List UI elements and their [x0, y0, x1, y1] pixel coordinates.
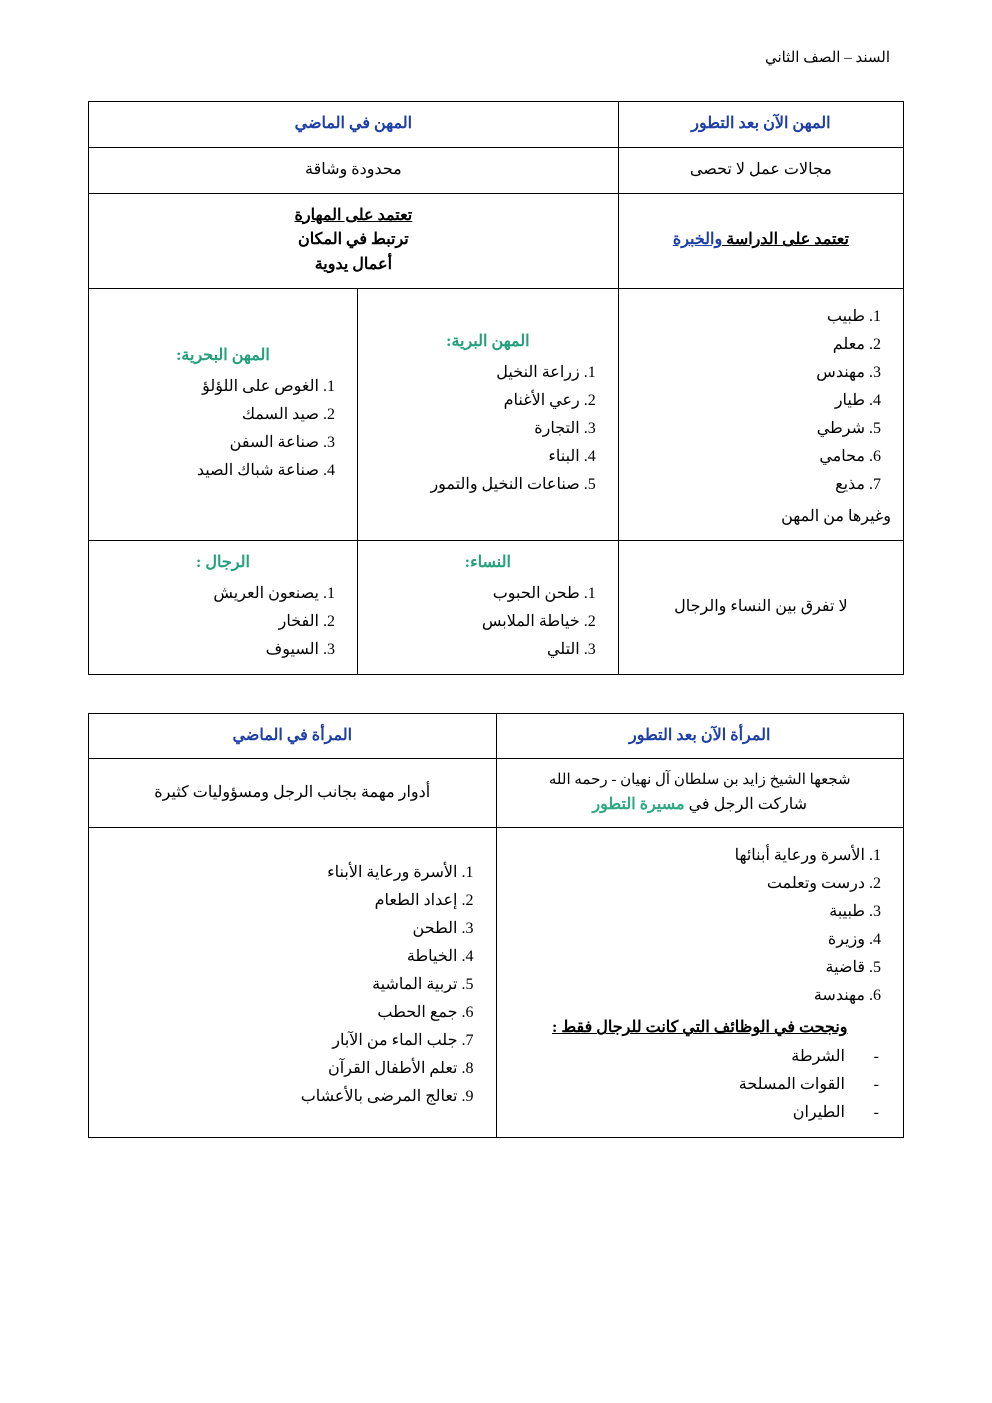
cell-land-jobs: [357, 288, 618, 540]
cell-past-limited: محدودة وشاقة: [89, 147, 619, 193]
land-jobs-list: [370, 359, 606, 499]
list-item: 3. التجارة: [370, 415, 580, 443]
header-cell-now: المهن الآن بعد التطور: [618, 102, 903, 148]
cell-now-depends: [618, 193, 903, 288]
list-item: 3. طبيبة: [509, 898, 866, 926]
list-item: 5. قاضية: [509, 954, 866, 982]
list-item: 2. معلم: [631, 331, 865, 359]
list-item: 3. السيوف: [101, 636, 319, 664]
cell-men-jobs: [89, 540, 358, 674]
modern-jobs-tail: وغيرها من المهن: [781, 507, 891, 525]
list-item: 1. الأسرة ورعاية الأبناء: [101, 859, 458, 887]
table-row: [89, 828, 904, 1138]
list-item: 3. صناعة السفن: [101, 429, 319, 457]
cell-modern-jobs: [618, 288, 903, 540]
table-row: [89, 540, 904, 674]
table-row: [89, 288, 904, 540]
table-row: [89, 102, 904, 148]
list-item: 6. جمع الحطب: [101, 999, 458, 1027]
table-separator: [88, 675, 904, 713]
cell-woman-now-roles: [496, 828, 904, 1138]
list-item: 3. التلي: [370, 636, 580, 664]
list-item: 1. يصنعون العريش: [101, 580, 319, 608]
table-row: [89, 147, 904, 193]
page-header: السند – الصف الثاني: [764, 50, 890, 66]
cell-sea-jobs: [89, 288, 358, 540]
men-jobs-list: [101, 580, 345, 664]
list-item: 1. طحن الحبوب: [370, 580, 580, 608]
woman-now-line2: [509, 793, 892, 818]
list-item: 4. البناء: [370, 443, 580, 471]
list-item: 4. طيار: [631, 387, 865, 415]
cell-women-jobs: [357, 540, 618, 674]
list-item: 2. خياطة الملابس: [370, 608, 580, 636]
sea-jobs-title: المهن البحرية:: [176, 346, 270, 364]
cell-now-fields: مجالات عمل لا تحصى: [618, 147, 903, 193]
list-item: 9. تعالج المرضى بالأعشاب: [101, 1083, 458, 1111]
list-item: 1. الغوص على اللؤلؤ: [101, 373, 319, 401]
list-item: 1. طبيب: [631, 303, 865, 331]
list-item: 1. الأسرة ورعاية أبنائها: [509, 842, 866, 870]
woman-now-line1: شجعها الشيخ زايد بن سلطان آل نهيان - رحمه الله: [548, 772, 851, 789]
list-item: 2. درست وتعلمت: [509, 870, 866, 898]
list-item: 3. الطحن: [101, 915, 458, 943]
list-item: 3. مهندس: [631, 359, 865, 387]
past-trait-1: تعتمد على المهارة: [294, 206, 413, 224]
cell-woman-past-intro: أدوار مهمة بجانب الرجل ومسؤوليات كثيرة: [89, 759, 497, 828]
list-item: 2. صيد السمك: [101, 401, 319, 429]
list-item: 5. صناعات النخيل والتمور: [370, 471, 580, 499]
cell-now-depends-part2: والخبرة: [672, 231, 723, 249]
table-row: [89, 759, 904, 828]
list-item: 6. مهندسة: [509, 982, 866, 1010]
list-item: - الشرطة: [509, 1043, 866, 1071]
list-item: 5. تربية الماشية: [101, 971, 458, 999]
cell-now-depends-part1: تعتمد على الدراسة: [722, 231, 849, 249]
woman-now-note: ونجحت في الوظائف التي كانت للرجال فقط :: [551, 1019, 848, 1037]
women-jobs-list: [370, 580, 606, 664]
woman-now-dash-list: [509, 1043, 892, 1127]
list-item: 7. مذيع: [631, 471, 865, 499]
professions-table: [88, 101, 904, 675]
woman-past-list: [101, 859, 484, 1111]
header-cell-woman-now: المرأة الآن بعد التطور: [496, 713, 904, 759]
header-cell-past: المهن في الماضي: [89, 102, 619, 148]
women-table: [88, 713, 904, 1139]
list-item: 8. تعلم الأطفال القرآن: [101, 1055, 458, 1083]
list-item: 4. وزيرة: [509, 926, 866, 954]
list-item: 7. جلب الماء من الآبار: [101, 1027, 458, 1055]
woman-now-line2-part1: شاركت الرجل في: [684, 795, 808, 813]
list-item: 1. زراعة النخيل: [370, 359, 580, 387]
woman-now-list: [509, 842, 892, 1010]
list-item: - الطيران: [509, 1099, 866, 1127]
cell-woman-now-intro: [496, 759, 904, 828]
men-jobs-title: الرجال :: [196, 553, 250, 571]
cell-woman-past-roles: [89, 828, 497, 1138]
list-item: 4. الخياطة: [101, 943, 458, 971]
list-item: 2. رعي الأغنام: [370, 387, 580, 415]
list-item: 4. صناعة شباك الصيد: [101, 457, 319, 485]
list-item: 2. إعداد الطعام: [101, 887, 458, 915]
sea-jobs-list: [101, 373, 345, 485]
past-trait-3: أعمال يدوية: [314, 256, 393, 274]
cell-no-difference: لا تفرق بين النساء والرجال: [618, 540, 903, 674]
list-item: - القوات المسلحة: [509, 1071, 866, 1099]
header-cell-woman-past: المرأة في الماضي: [89, 713, 497, 759]
list-item: 6. محامي: [631, 443, 865, 471]
table-row: [89, 193, 904, 288]
land-jobs-title: المهن البرية:: [446, 332, 530, 350]
list-item: 5. شرطي: [631, 415, 865, 443]
woman-now-line2-part2: مسيرة التطور: [592, 795, 685, 813]
past-trait-2: ترتبط في المكان: [297, 231, 409, 249]
table-row: [89, 713, 904, 759]
modern-jobs-list: [631, 303, 891, 499]
list-item: 2. الفخار: [101, 608, 319, 636]
cell-past-traits: [89, 193, 619, 288]
women-jobs-title: النساء:: [464, 553, 511, 571]
